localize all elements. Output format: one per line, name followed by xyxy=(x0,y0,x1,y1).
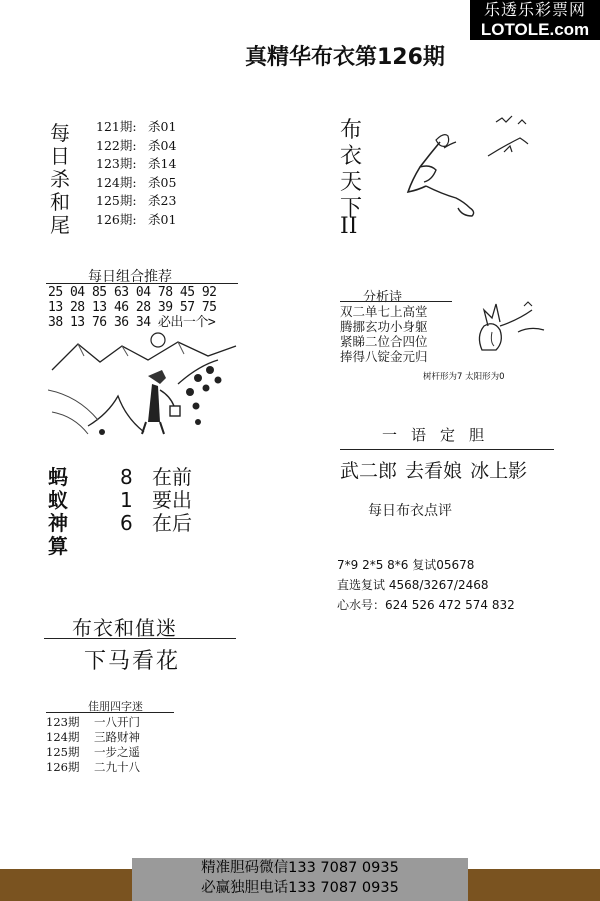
daily-kill-label xyxy=(50,122,74,237)
list-item xyxy=(120,512,192,535)
watermark-logo xyxy=(470,0,600,40)
text: 一八开门 xyxy=(94,715,140,729)
combo-numbers xyxy=(48,285,217,330)
ink-sketch-illustration xyxy=(400,112,560,222)
value: 杀01 xyxy=(148,211,177,227)
period: 121期: xyxy=(96,119,137,134)
period: 125期: xyxy=(96,193,137,208)
riddle-title: 布衣和值迷 xyxy=(72,616,177,640)
poem-line: 捧得八锭金元归 xyxy=(340,349,428,364)
period: 125期 xyxy=(46,745,80,759)
list-item xyxy=(46,715,140,730)
footer-contact-box xyxy=(132,858,468,901)
divider xyxy=(340,449,554,450)
text: 在前 xyxy=(152,465,192,489)
footer-phone: 必赢独胆电话133 7087 0935 xyxy=(201,880,399,896)
analysis-poem xyxy=(340,304,428,364)
label-char: 和 xyxy=(50,190,70,214)
combo-line: 38 13 76 36 34 必出一个> xyxy=(48,315,216,330)
divider xyxy=(340,301,452,302)
landscape-illustration xyxy=(48,326,240,440)
period: 123期: xyxy=(96,156,137,171)
list-item xyxy=(96,137,176,156)
value: 杀23 xyxy=(148,193,177,208)
four-char-riddle-title: 佳朋四字迷 xyxy=(88,700,143,713)
daily-kill-list xyxy=(96,118,176,229)
yiyu-dingdan-text: 武二郎 去看娘 冰上影 xyxy=(340,460,528,482)
poem-line: 双二单七上高堂 xyxy=(340,304,428,319)
text: 要出 xyxy=(152,488,192,512)
period: 123期 xyxy=(46,715,80,729)
text: 二九十八 xyxy=(94,760,140,774)
list-item xyxy=(96,174,176,193)
label-char: 布 xyxy=(339,118,362,143)
list-item xyxy=(46,745,140,760)
label-char: 算 xyxy=(48,534,68,558)
buyi-tianxia-label xyxy=(338,118,364,222)
watermark-cn: 乐透乐彩票网 xyxy=(483,0,586,19)
analysis-poem-note: 树杆形为7 太阳形为0 xyxy=(423,372,505,382)
list-item xyxy=(96,155,176,174)
figure-sketch-illustration xyxy=(462,296,552,358)
number: 8 xyxy=(120,465,133,489)
list-item xyxy=(46,760,140,775)
label-char: 天 xyxy=(339,170,362,195)
poem-line: 紧睇二位合四位 xyxy=(340,334,428,349)
label-char: 尾 xyxy=(50,213,70,237)
text: 一步之遥 xyxy=(94,745,140,759)
combo-line: 25 04 85 63 04 78 45 92 xyxy=(48,285,217,300)
yiyu-dingdan-title: 一语定胆 xyxy=(382,426,499,444)
label-char: 衣 xyxy=(339,144,362,169)
value: 杀14 xyxy=(148,156,177,171)
poem-line: 腾挪玄功小身躯 xyxy=(340,319,428,334)
period: 126期 xyxy=(46,760,80,774)
period: 124期: xyxy=(96,174,137,190)
label-char: 蚂 xyxy=(48,465,68,489)
page-title: 真精华布衣第126期 xyxy=(245,45,445,70)
label-char: 杀 xyxy=(50,167,70,191)
number: 1 xyxy=(120,488,133,512)
list-item xyxy=(96,211,176,230)
riddle-answer: 下马看花 xyxy=(84,649,181,674)
period: 126期: xyxy=(96,211,137,227)
ant-god-label xyxy=(48,466,72,558)
daily-review xyxy=(337,555,515,615)
label-char: 日 xyxy=(50,144,70,168)
buyi-tianxia-roman: II xyxy=(340,214,358,239)
footer-wechat: 精准胆码微信133 7087 0935 xyxy=(201,860,399,876)
review-line: 7*9 2*5 8*6 复试05678 xyxy=(337,558,475,572)
list-item xyxy=(96,192,176,211)
label-char: 蚁 xyxy=(48,488,68,512)
label-char: 每 xyxy=(50,121,70,145)
divider xyxy=(46,283,238,284)
combo-line: 13 28 13 46 28 39 57 75 xyxy=(48,300,217,315)
analysis-poem-title: 分析诗 xyxy=(363,290,403,305)
period: 124期 xyxy=(46,730,80,744)
list-item xyxy=(120,466,192,489)
divider xyxy=(46,712,174,713)
review-line: 直选复试 4568/3267/2468 xyxy=(337,578,489,592)
text: 在后 xyxy=(152,511,192,535)
list-item xyxy=(120,489,192,512)
ant-god-rows xyxy=(120,466,192,535)
label-char: 下 xyxy=(339,196,362,221)
label-char: 神 xyxy=(48,511,68,535)
four-char-riddle-list xyxy=(46,715,140,775)
value: 杀04 xyxy=(148,137,177,153)
number: 6 xyxy=(120,511,133,535)
list-item xyxy=(96,118,176,137)
watermark-en: LOTOLE.com xyxy=(480,20,590,39)
text: 三路财神 xyxy=(94,730,140,744)
value: 杀05 xyxy=(148,174,177,190)
value: 杀01 xyxy=(148,119,177,134)
period: 122期: xyxy=(96,137,137,153)
review-line: 心水号：624 526 472 574 832 xyxy=(337,598,515,612)
combo-title: 每日组合推荐 xyxy=(88,269,172,285)
list-item xyxy=(46,730,140,745)
divider xyxy=(44,638,236,639)
daily-review-title: 每日布衣点评 xyxy=(368,503,452,519)
